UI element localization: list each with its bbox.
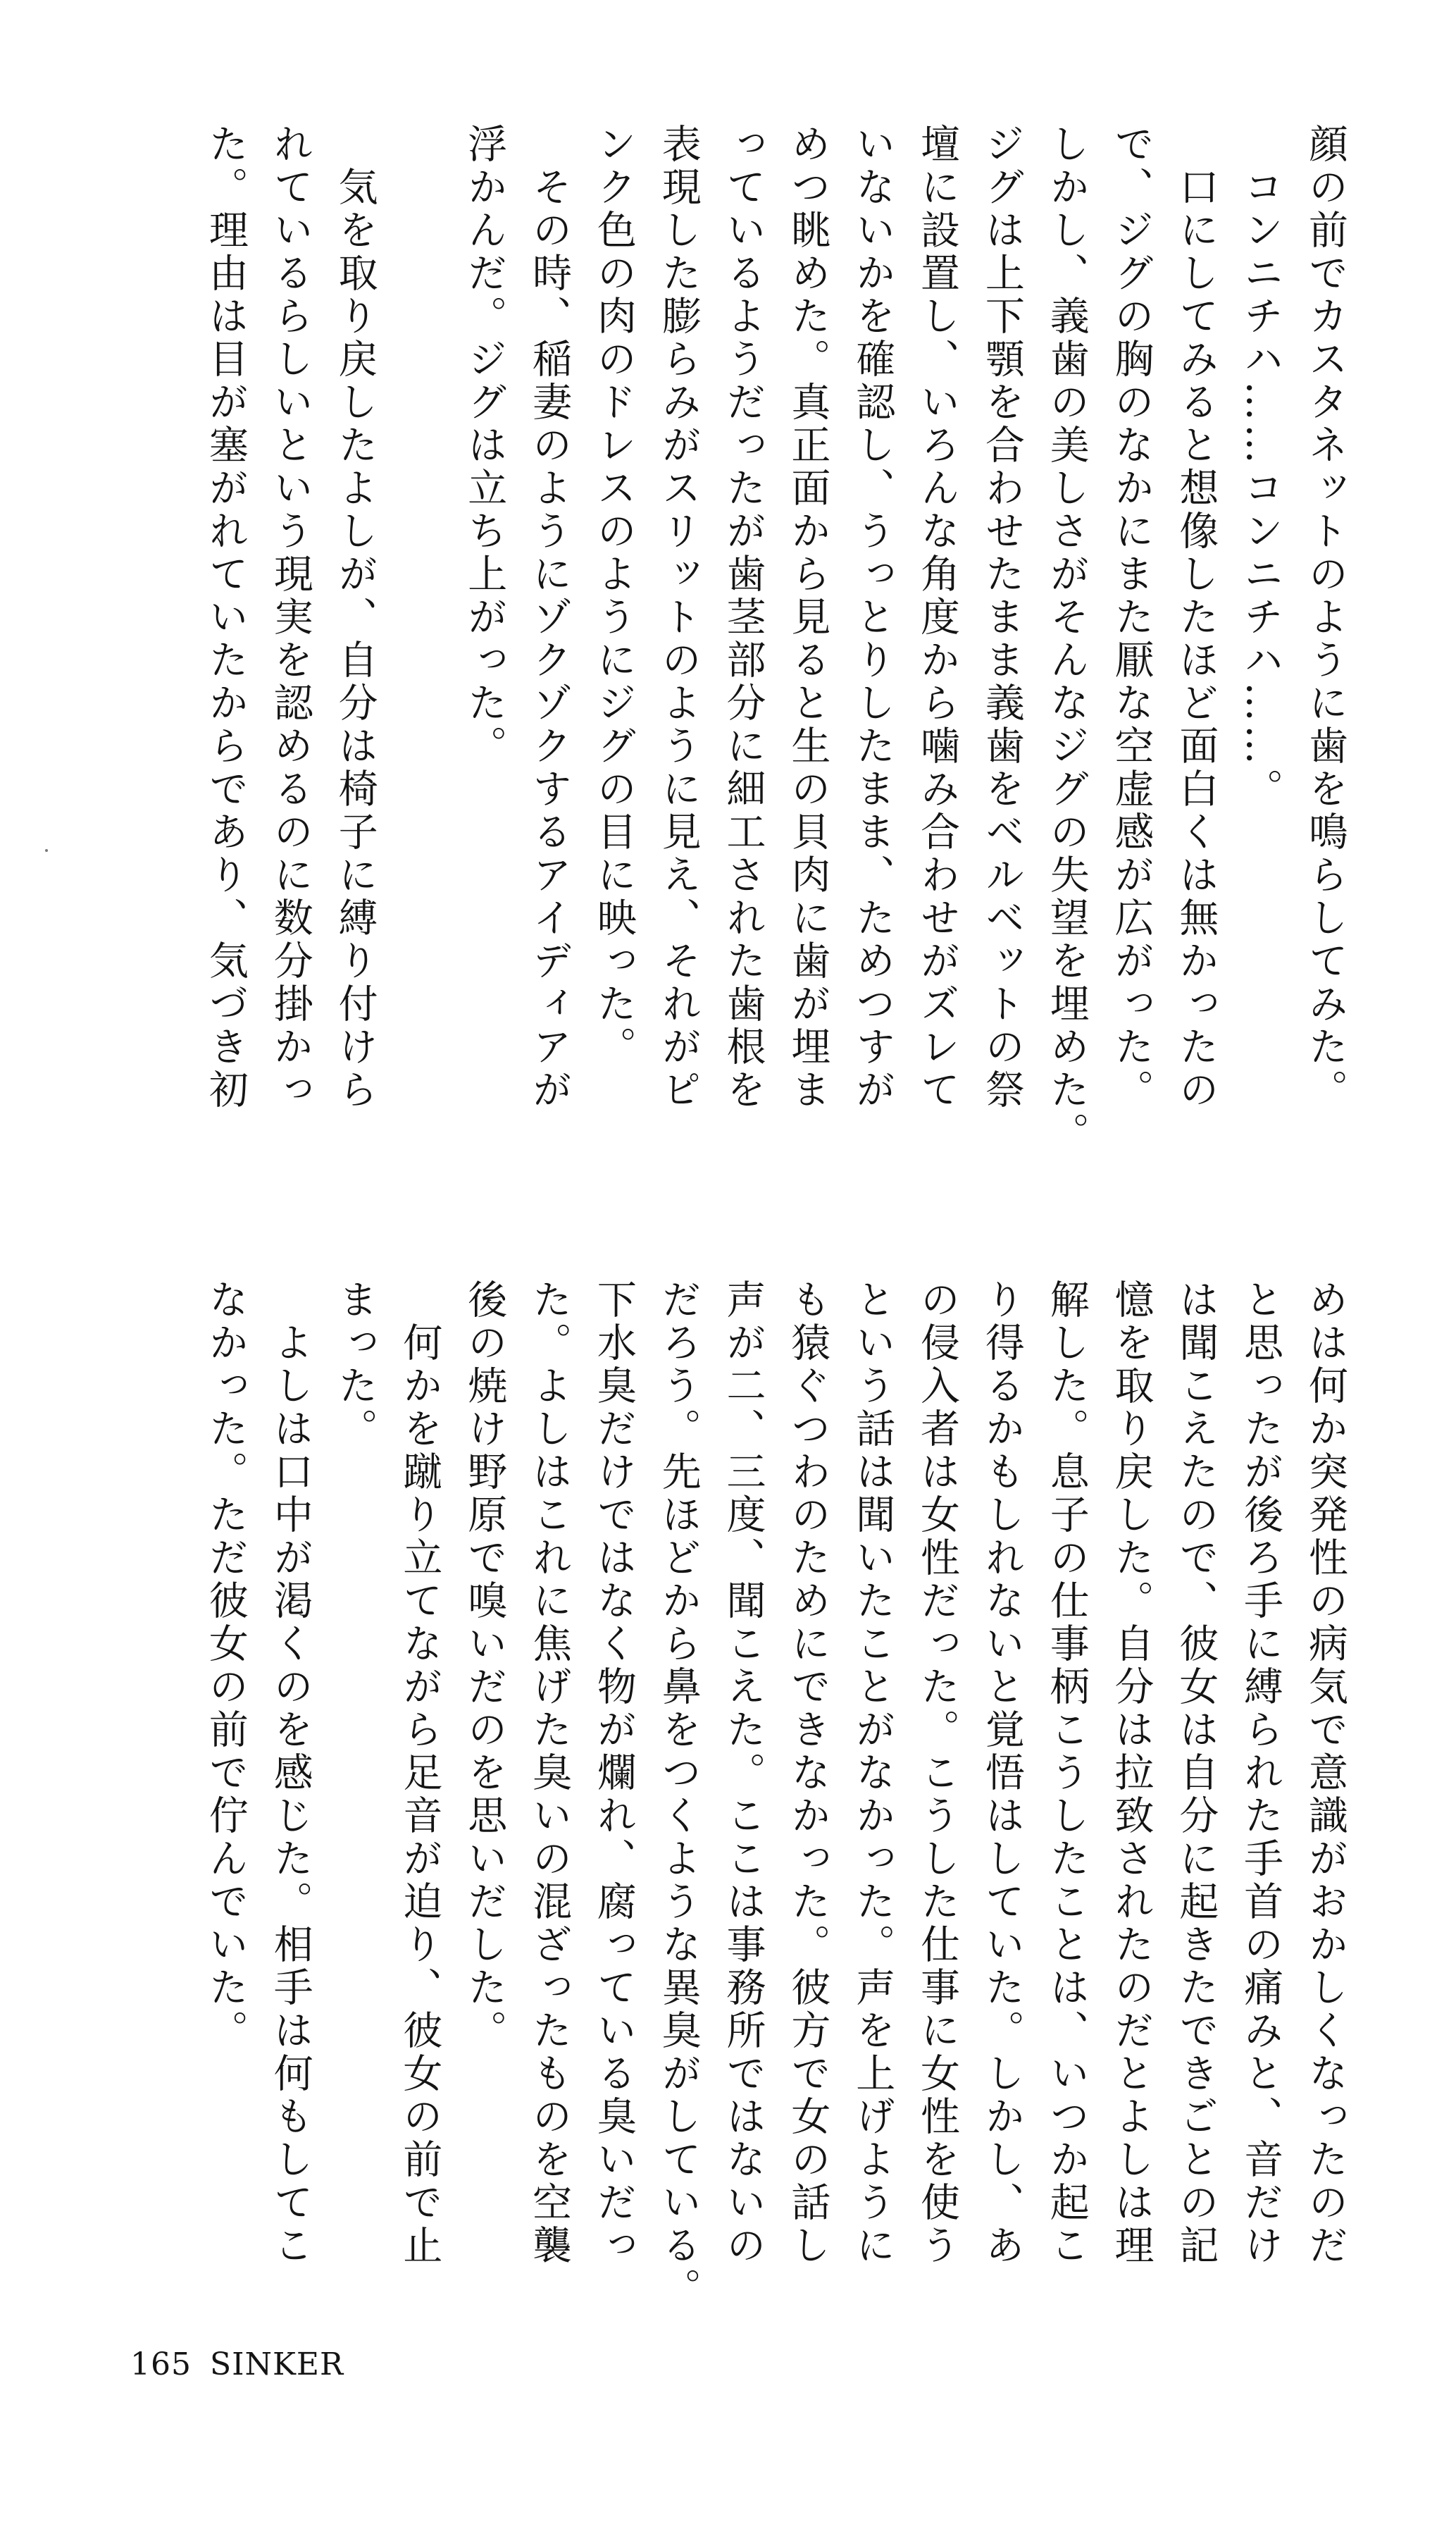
text-line: 気を取り戻したよしが、自分は椅子に縛り付けら <box>332 123 378 1112</box>
text-line: で、ジグの胸のなかにまた厭な空虚感が広がった。 <box>1108 123 1155 1112</box>
page-footer <box>130 2346 362 2382</box>
text-line: 後の焼け野原で嗅いだのを思いだした。 <box>461 1279 508 2053</box>
text-line: いないかを確認し、うっとりしたまま、ためつすが <box>850 123 896 1112</box>
text-line: 壇に設置し、いろんな角度から噛み合わせがズレて <box>914 123 961 1112</box>
text-line: た。理由は目が塞がれていたからであり、気づき初 <box>202 123 249 1112</box>
text-line: の侵入者は女性だった。こうした仕事に女性を使う <box>914 1279 961 2268</box>
running-title: SINKER <box>209 2346 344 2382</box>
text-line: その時、稲妻のようにゾクゾクするアイディアが <box>526 123 573 1112</box>
text-line: 下水臭だけではなく物が爛れ、腐っている臭いだっ <box>590 1279 637 2268</box>
bottom-text-block <box>193 1279 1357 2315</box>
text-line: まった。 <box>332 1279 378 1451</box>
text-line: めつ眺めた。真正面から見ると生の貝肉に歯が埋ま <box>785 123 831 1112</box>
text-line: っているようだったが歯茎部分に細工された歯根を <box>720 123 766 1112</box>
text-line: も猿ぐつわのためにできなかった。彼方で女の話し <box>785 1279 831 2268</box>
text-line: 解した。息子の仕事柄こうしたことは、いつか起こ <box>1043 1279 1090 2268</box>
text-line: なかった。ただ彼女の前で佇んでいた。 <box>202 1279 249 2053</box>
top-text-block <box>193 123 1357 1166</box>
text-line: と思ったが後ろ手に縛られた手首の痛みと、音だけ <box>1238 1279 1284 2268</box>
text-line: よしは口中が渇くのを感じた。相手は何もしてこ <box>267 1279 313 2268</box>
text-line: しかし、義歯の美しさがそんなジグの失望を埋めた。 <box>1043 123 1090 1155</box>
text-line: ンク色の肉のドレスのようにジグの目に映った。 <box>590 123 637 1069</box>
text-line: 顔の前でカスタネットのように歯を鳴らしてみた。 <box>1302 123 1348 1112</box>
page-number: 165 <box>130 2346 192 2382</box>
text-line: コンニチハ……コンニチハ……。 <box>1238 123 1284 811</box>
text-line: た。よしはこれに焦げた臭いの混ざったものを空襲 <box>526 1279 573 2268</box>
ink-speck <box>45 849 48 852</box>
text-line: 憶を取り戻した。自分は拉致されたのだとよしは理 <box>1108 1279 1155 2268</box>
text-line: という話は聞いたことがなかった。声を上げように <box>850 1279 896 2268</box>
text-line: り得るかもしれないと覚悟はしていた。しかし、あ <box>978 1279 1025 2268</box>
text-line: は聞こえたので、彼女は自分に起きたできごとの記 <box>1173 1279 1219 2268</box>
text-line: ジグは上下顎を合わせたまま義歯をベルベットの祭 <box>978 123 1025 1112</box>
text-line <box>387 123 452 1166</box>
text-line: 声が二、三度、聞こえた。ここは事務所ではないの <box>720 1279 766 2268</box>
text-line: めは何か突発性の病気で意識がおかしくなったのだ <box>1302 1279 1348 2268</box>
text-line: 何かを蹴り立てながら足音が迫り、彼女の前で止 <box>397 1279 443 2268</box>
text-line: だろう。先ほどから鼻をつくような異臭がしている。 <box>655 1279 702 2310</box>
text-line: 浮かんだ。ジグは立ち上がった。 <box>461 123 508 768</box>
text-line: 表現した膨らみがスリットのように見え、それがピ <box>655 123 702 1112</box>
text-line: 口にしてみると想像したほど面白くは無かったの <box>1173 123 1219 1112</box>
text-line: れているらしいという現実を認めるのに数分掛かっ <box>267 123 313 1112</box>
